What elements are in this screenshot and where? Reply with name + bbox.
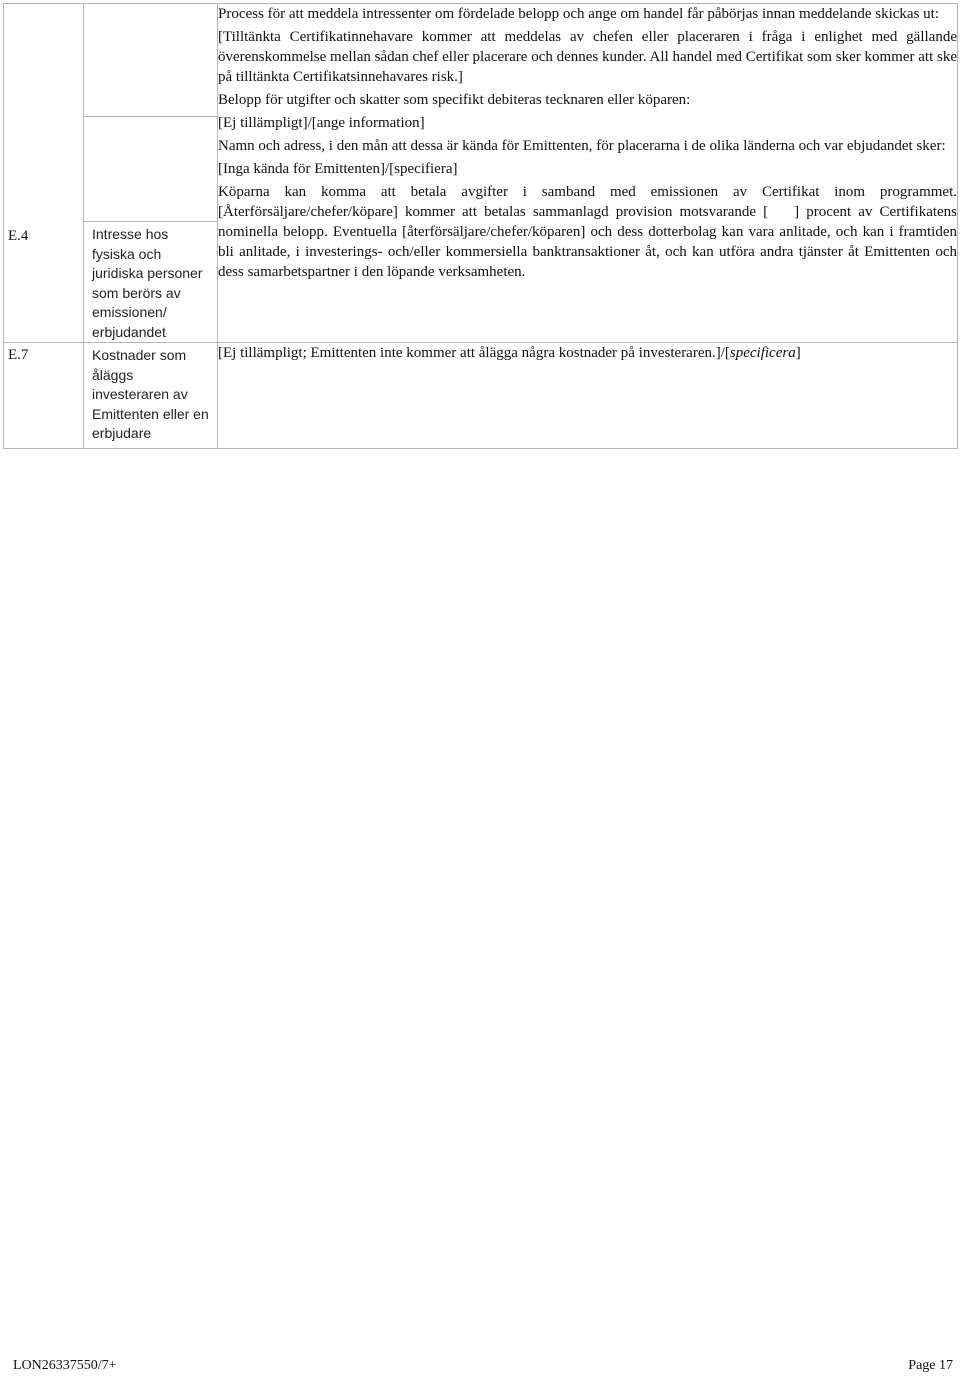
e4-notification-text: [Tilltänkta Certifikatinnehavare kommer att meddelas av chefen eller placeraren i fråga i enlighet med gällande överenskommelse mellan sådan chef eller placerare och dennes kunder. All handel med Certifikat som sker kommer att ske på tilltänkta Certifikatsinnehavares risk.] bbox=[218, 29, 957, 85]
row-e4-content bbox=[218, 4, 958, 343]
row-e7-code-cell bbox=[4, 343, 84, 449]
e4-commission-end: ] procent av Certifikatens nominella belopp. Eventuella [återförsäljare/chefer/köparen] och dess dotterbolag kan vara anlitade, och kan i framtiden bli anlitade, i investerings- och/eller kommersiella banktransaktioner åt, och kan utföra andra tjänster åt Emittenten och dess samarbetspartner i den löpande verksamheten. bbox=[218, 204, 958, 280]
e4-fees-sentence: Köparna kan komma att betala avgifter i samband med emissionen av Certifikat inom programmet. bbox=[218, 184, 957, 200]
e4-costs-heading: Belopp för utgifter och skatter som specifikt debiteras tecknaren eller köparen: bbox=[218, 92, 691, 108]
row-e7-content bbox=[218, 343, 958, 449]
e4-placers-value: [Inga kända för Emittenten]/[specifiera] bbox=[218, 161, 458, 177]
e7-text-main: [Ej tillämpligt; Emittenten inte kommer att ålägga några kostnader på investeraren.]/[ bbox=[218, 345, 730, 361]
row-e4-code-cell bbox=[4, 4, 84, 343]
e7-text bbox=[218, 343, 957, 363]
row-e7 bbox=[4, 343, 958, 449]
row-e4-label-cell bbox=[84, 4, 218, 343]
e4-commission-start: [Återförsäljare/chefer/köpare] kommer att betalas sammanlagd provision motsvarande [ bbox=[218, 204, 769, 220]
footer-doc-id: LON26337550/7+ bbox=[13, 1358, 117, 1373]
e4-fees-text bbox=[218, 182, 957, 282]
disclosure-table bbox=[3, 3, 958, 449]
row-e7-code: E.7 bbox=[8, 347, 29, 363]
row-e7-label-cell bbox=[84, 343, 218, 449]
row-e4-label: Intresse hos fysiska och juridiska personer som berörs av emissionen/ erbjudandet bbox=[92, 226, 203, 340]
footer-page-number: Page 17 bbox=[908, 1358, 953, 1373]
e7-text-end: ] bbox=[795, 345, 801, 361]
e4-process-heading: Process för att meddela intressenter om fördelade belopp och ange om handel får påbörjas innan meddelande skickas ut: bbox=[218, 6, 940, 22]
row-e4 bbox=[4, 4, 958, 343]
e4-placers-heading: Namn och adress, i den mån att dessa är kända för Emittenten, för placerarna i de olika länderna och var ebjudandet sker: bbox=[218, 138, 946, 154]
row-e7-label: Kostnader som åläggs investeraren av Emittenten eller en erbjudare bbox=[92, 347, 209, 441]
e7-text-italic: specificera bbox=[729, 345, 796, 361]
e4-costs-value: [Ej tillämpligt]/[ange information] bbox=[218, 115, 425, 131]
row-e4-code: E.4 bbox=[8, 228, 29, 244]
